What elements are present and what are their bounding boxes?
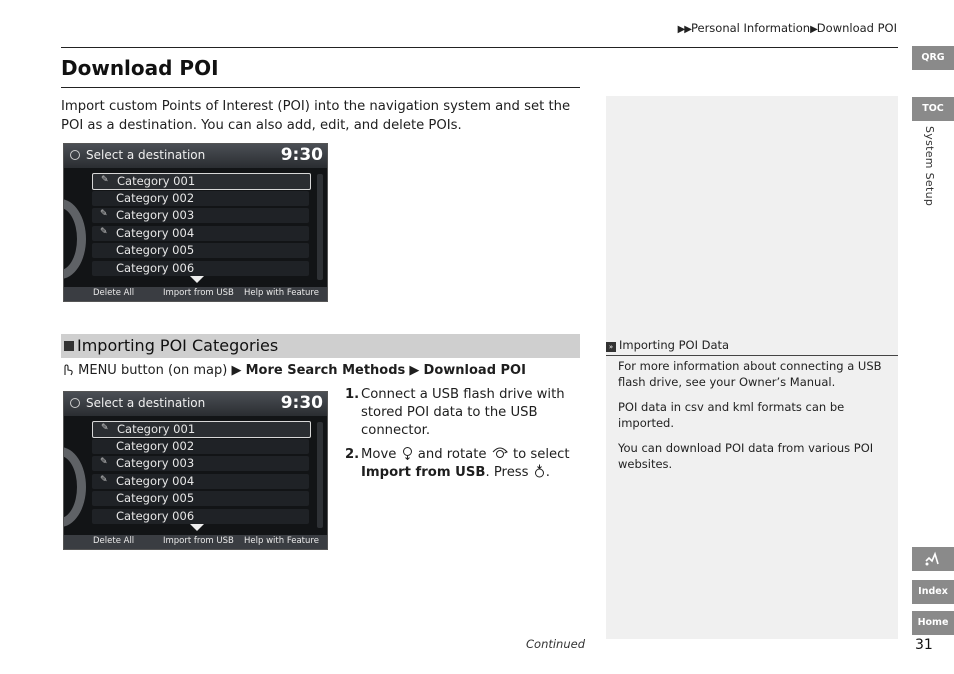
- list-item-label: Category 006: [116, 261, 195, 275]
- menu-path-start: MENU button (on map): [78, 363, 228, 378]
- list-item: [92, 226, 309, 241]
- breadcrumb-part-download-poi[interactable]: Download POI: [816, 21, 897, 35]
- intro-paragraph: Import custom Points of Interest (POI) into the navigation system and set the POI as a destination. You can also add, edit, and delete POIs.: [61, 99, 571, 133]
- breadcrumb-arrow-icon: ▶: [810, 24, 817, 35]
- nav-screen-image-2: [63, 391, 328, 550]
- page-title: Download POI: [61, 56, 219, 80]
- help-feature-label: Help with Feature: [244, 536, 319, 546]
- voice-command-tab[interactable]: [912, 547, 954, 571]
- interface-dial-move-icon: [401, 446, 414, 460]
- note-title: Importing POI Data: [619, 338, 730, 352]
- list-item: [92, 261, 309, 276]
- pin-icon: ✎: [101, 175, 109, 185]
- list-item-label: Category 004: [116, 226, 195, 240]
- screen-header: [64, 144, 327, 168]
- hand-press-icon: [61, 362, 74, 376]
- interface-dial-rotate-icon: [491, 446, 509, 460]
- step-text: Connect a USB flash drive with stored POI data to the USB connector.: [361, 387, 565, 438]
- screen-title: Select a destination: [86, 396, 206, 410]
- breadcrumb: [678, 21, 897, 35]
- step-1: [345, 386, 575, 440]
- list-item: [92, 509, 309, 524]
- section-bullet-icon: [64, 341, 74, 351]
- section-label-vertical: System Setup: [923, 126, 936, 207]
- title-divider: [61, 87, 580, 88]
- menu-path: [61, 362, 526, 378]
- menu-path-more-search: More Search Methods: [245, 363, 406, 378]
- pin-icon: ✎: [101, 423, 109, 433]
- list-item: [92, 243, 309, 258]
- list-item: [92, 173, 311, 190]
- step-number: 1.: [345, 387, 360, 402]
- voice-command-icon: [923, 550, 943, 568]
- screen-scrollbar: [317, 174, 323, 280]
- pin-icon: ✎: [100, 227, 108, 237]
- note-paragraph: You can download POI data from various POI websites.: [618, 441, 874, 471]
- list-item-label: Category 002: [116, 439, 195, 453]
- list-item: [92, 439, 309, 454]
- list-item: [92, 421, 311, 438]
- note-arrow-icon: »: [606, 342, 616, 352]
- header-divider: [61, 47, 898, 48]
- help-feature-label: Help with Feature: [244, 288, 319, 298]
- breadcrumb-arrow-icon: ▶▶: [677, 24, 691, 35]
- scroll-down-icon: [190, 276, 204, 283]
- scroll-down-icon: [190, 524, 204, 531]
- list-item-label: Category 004: [116, 474, 195, 488]
- note-heading: [606, 338, 729, 352]
- step-number: 2.: [345, 447, 360, 462]
- list-item: [92, 208, 309, 223]
- list-item-label: Category 003: [116, 456, 195, 470]
- home-tab[interactable]: Home: [912, 611, 954, 635]
- screen-clock: 9:30: [280, 145, 323, 165]
- list-item: [92, 491, 309, 506]
- screen-footer: [64, 535, 327, 550]
- list-item-label: Category 001: [117, 174, 196, 188]
- step-rotate: and rotate: [417, 447, 487, 462]
- pin-icon: ✎: [100, 209, 108, 219]
- pin-icon: ✎: [100, 457, 108, 467]
- list-item-label: Category 005: [116, 491, 195, 505]
- list-item-label: Category 006: [116, 509, 195, 523]
- screen-footer: [64, 287, 327, 302]
- note-paragraph: For more information about connecting a USB flash drive, see your Owner’s Manual.: [618, 359, 882, 389]
- list-item-label: Category 005: [116, 243, 195, 257]
- qrg-tab[interactable]: QRG: [912, 46, 954, 70]
- note-divider: [606, 355, 898, 356]
- note-body: [618, 358, 893, 481]
- list-item-label: Category 002: [116, 191, 195, 205]
- breadcrumb-part-personal-information[interactable]: Personal Information: [690, 21, 811, 35]
- step-select: to select: [512, 447, 570, 462]
- delete-all-label: Delete All: [93, 288, 135, 298]
- path-arrow-icon: ▶: [231, 363, 242, 378]
- menu-path-download-poi: Download POI: [423, 363, 526, 378]
- list-item-label: Category 001: [117, 422, 196, 436]
- screen-header: [64, 392, 327, 416]
- screen-scrollbar: [317, 422, 323, 528]
- nav-screen-image: [63, 143, 328, 302]
- list-item: [92, 474, 309, 489]
- interface-dial-press-icon: [533, 464, 546, 478]
- section-heading-bar: [61, 334, 580, 358]
- step-target: Import from USB: [361, 465, 486, 480]
- list-item-label: Category 003: [116, 208, 195, 222]
- import-usb-label: Import from USB: [163, 288, 234, 298]
- dial-arc-icon: [63, 447, 86, 527]
- list-item: [92, 456, 309, 471]
- step-2: [345, 446, 575, 482]
- continued-label: Continued: [526, 637, 586, 651]
- pin-icon: ✎: [100, 475, 108, 485]
- screen-clock: 9:30: [280, 393, 323, 413]
- screen-title: Select a destination: [86, 148, 206, 162]
- home-icon: [70, 150, 80, 160]
- step-press: . Press: [485, 465, 529, 480]
- list-item: [92, 191, 309, 206]
- note-paragraph: POI data in csv and kml formats can be imported.: [618, 400, 845, 430]
- import-usb-label: Import from USB: [163, 536, 234, 546]
- dial-arc-icon: [63, 199, 86, 279]
- delete-all-label: Delete All: [93, 536, 135, 546]
- step-move: Move: [361, 447, 397, 462]
- step-end: .: [545, 465, 550, 480]
- section-title: Importing POI Categories: [77, 336, 279, 355]
- toc-tab[interactable]: TOC: [912, 97, 954, 121]
- index-tab[interactable]: Index: [912, 580, 954, 604]
- path-arrow-icon: ▶: [409, 363, 420, 378]
- page-number: 31: [915, 637, 933, 653]
- home-icon: [70, 398, 80, 408]
- steps-list: [345, 386, 575, 488]
